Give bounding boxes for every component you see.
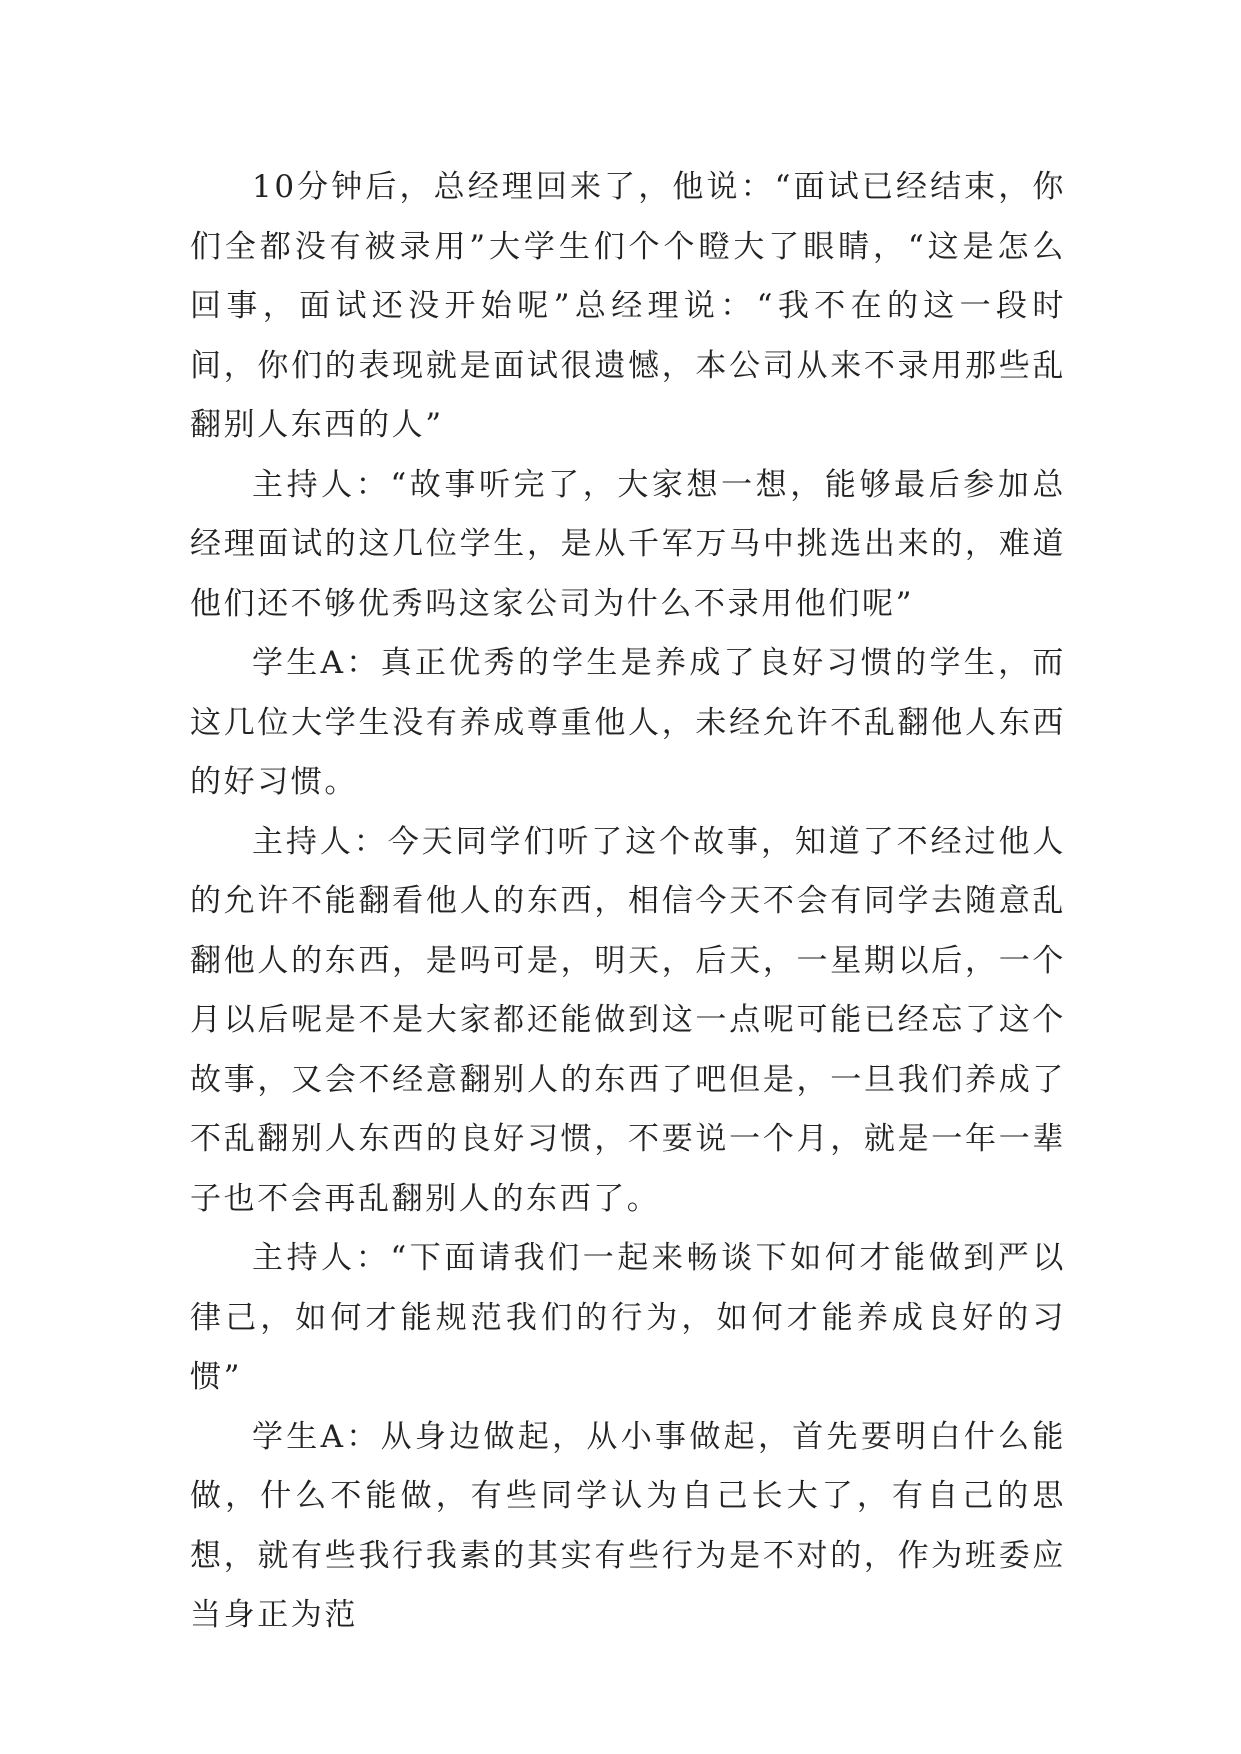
- paragraph-host-discussion: 主持人：“下面请我们一起来畅谈下如何才能做到严以律己，如何才能规范我们的行为，如何才能养成良好的习惯”: [190, 1240, 1066, 1395]
- document-body: [190, 158, 1066, 1646]
- paragraph-host-reflection: 主持人：今天同学们听了这个故事，知道了不经过他人的允许不能翻看他人的东西，相信今天不会有同学去随意乱翻他人的东西，是吗可是，明天，后天，一星期以后，一个月以后呢是不是大家都还能做到这一点呢可能已经忘了这个故事，又会不经意翻别人的东西了吧但是，一旦我们养成了不乱翻别人东西的良好习惯，不要说一个月，就是一年一辈子也不会再乱翻别人的东西了。: [190, 823, 1066, 1217]
- paragraph-story-ending: 10分钟后，总经理回来了，他说：“面试已经结束，你们全都没有被录用”大学生们个个瞪大了眼睛，“这是怎么回事，面试还没开始呢”总经理说：“我不在的这一段时间，你们的表现就是面试很遗憾，本公司从来不录用那些乱翻别人东西的人”: [190, 169, 1066, 443]
- paragraph-host-question: 主持人：“故事听完了，大家想一想，能够最后参加总经理面试的这几位学生，是从千军万马中挑选出来的，难道他们还不够优秀吗这家公司为什么不录用他们呢”: [190, 466, 1066, 622]
- paragraph-student-a-answer: 学生A：真正优秀的学生是养成了良好习惯的学生，而这几位大学生没有养成尊重他人，未经允许不乱翻他人东西的好习惯。: [190, 645, 1066, 800]
- paragraph-student-a-suggestion: 学生A：从身边做起，从小事做起，首先要明白什么能做，什么不能做，有些同学认为自己长大了，有自己的思想，就有些我行我素的其实有些行为是不对的，作为班委应当身正为范: [190, 1418, 1066, 1633]
